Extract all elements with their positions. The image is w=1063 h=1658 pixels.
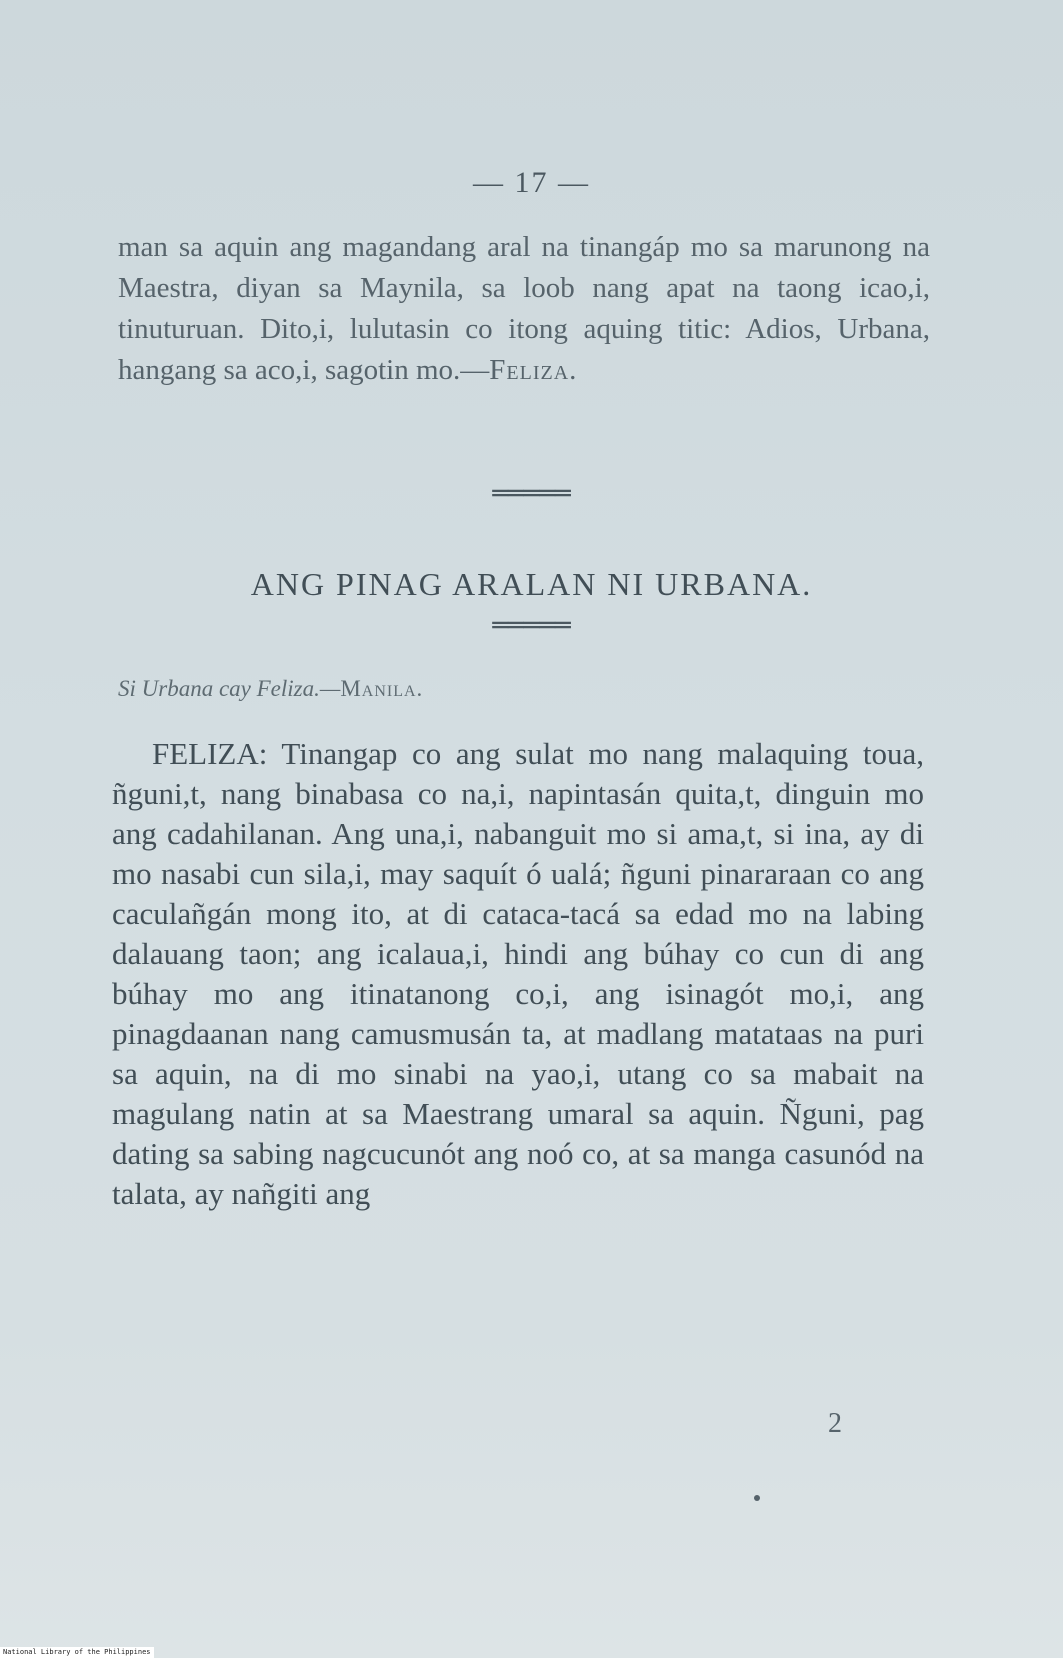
salutation-place: Manila. bbox=[340, 676, 424, 701]
ink-speck bbox=[754, 1495, 760, 1501]
page-number: — 17 — bbox=[473, 166, 590, 199]
signature-mark: 2 bbox=[828, 1408, 842, 1439]
library-footer: National Library of the Philippines bbox=[0, 1647, 154, 1658]
salutation-text: Si Urbana cay Feliza.— bbox=[118, 676, 341, 701]
paragraph-continuation bbox=[118, 227, 930, 391]
text-block-continuation bbox=[118, 227, 930, 391]
text-block-letter bbox=[112, 734, 924, 1214]
section-heading: ANG PINAG ARALAN NI URBANA. bbox=[250, 566, 813, 602]
ornamental-rule-top: ═════ bbox=[492, 479, 571, 509]
letter-salutation bbox=[118, 676, 423, 702]
letter-signature: Feliza. bbox=[489, 354, 578, 386]
ornamental-rule-bottom: ═════ bbox=[492, 611, 571, 641]
paragraph-letter: FELIZA: Tinangap co ang sulat mo nang malaquing toua, ñguni,t, nang binabasa co na,i, napintasán quita,t, dinguin mo ang cadahilanan. Ang una,i, nabanguit mo si ama,t, si ina, ay di mo nasabi cun sila,i, may saquít ó ualá; ñguni pinararaan co ang caculañgán mong ito, at di cataca-tacá sa edad mo na labing dalauang taon; ang icalaua,i, hindi ang búhay co cun di ang búhay mo ang itinatanong co,i, ang isinagót mo,i, ang pinagdaanan nang camusmusán ta, at madlang matataas na puri sa aquin, na di mo sinabi na yao,i, utang co sa mabait na magulang natin at sa Maestrang umaral sa aquin. Ñguni, pag dating sa sabing nagcucunót ang noó co, at sa manga casunód na talata, ay nañgiti ang bbox=[112, 736, 924, 1211]
paragraph-continuation-text: man sa aquin ang magandang aral na tinangáp mo sa marunong na Maestra, diyan sa Maynila, sa loob nang apat na taong icao,i, tinuturuan. Dito,i, lulutasin co itong aquing titic: Adios, Urbana, hangang sa aco,i, sagotin mo.— bbox=[118, 231, 930, 386]
